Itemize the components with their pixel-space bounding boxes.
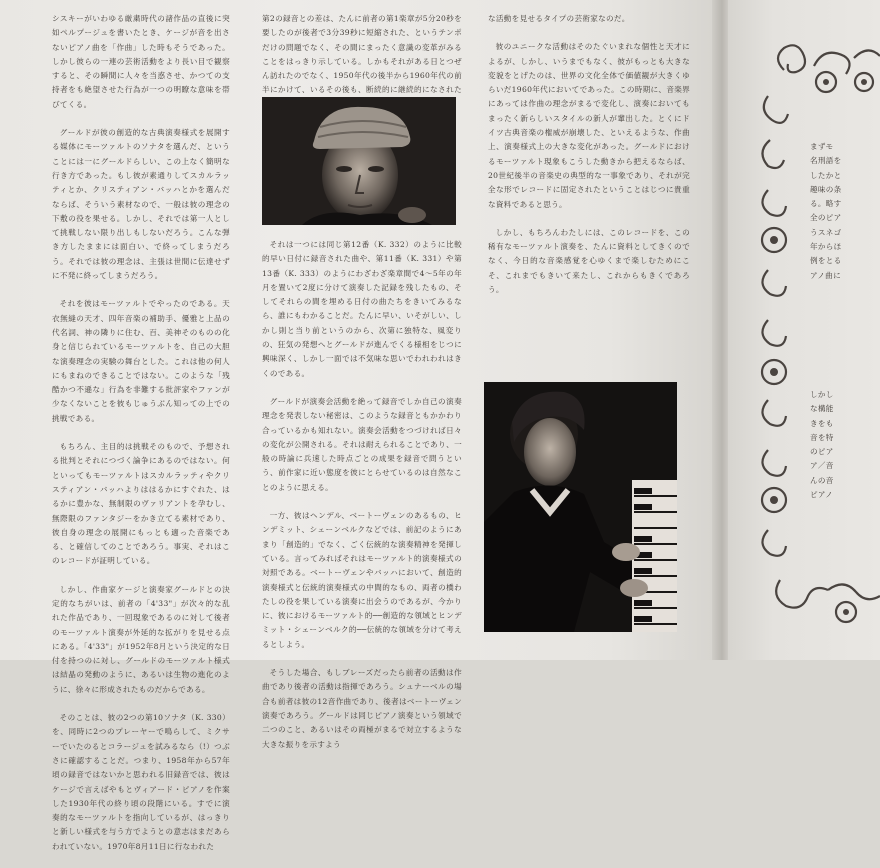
text-line: 名刑語を: [810, 156, 842, 166]
text-line: しかし: [810, 390, 834, 399]
text-line: る。略す: [810, 199, 842, 209]
paragraph: グールドが演奏会活動を絶って録音でしか自己の演奏理念を発表しない秘密は、このような録音ともかかわり合っているかも知れない。演奏会活動をつづければ日々の変化が公開される。それは耐えられることであり、一般の時論に兵速した時点ごとの成果を録音で問うという、前作家に近い態度を彼にとらせているのは自然なことのように思える。: [262, 396, 462, 492]
paragraph: それは一つには同じ第12番（K. 332）のように比較的早い日付に録音された曲や、第11番（K. 331）や第13番（K. 333）のようにわざわざ楽章間で4〜5年の年月を置いて2度に分けて演奏した記録を残したもの、そしてそれらの間を埋める日付の曲たちをきいてみるなら、誰にもわかることだ。たんに早い、いそがしい、しかし則と当り前というのから、次第に独特な、風変りの、狂気の発想へとグールドが進んでくる様相をじつに興味深く、しかし一面では不気味な思いでわれわれはきくのである。: [262, 240, 462, 378]
text-line: きをも: [810, 418, 834, 428]
text-line: のピア: [810, 447, 834, 457]
paragraph: もちろん、主目的は挑戦そのもので、予想される批判とそれにつづく論争にあるのではない。何といってもモーツァルトはスカルラッティやクリスティアン・バッハよりははるかにすぐれた、はるかに豊かな、無制限のヴァリアントを孕むし、無際限のファンタジーをかき立てる素材であり、彼自身の理念の展開にもっとも適った音楽である、と確信してのことであろう。事実、それはこのレコードが証明している。: [52, 442, 230, 566]
photo-gould-piano: [484, 382, 677, 632]
paragraph: グールドが彼の創造的な古典演奏様式を展開する媒体にモーツァルトのソナタを選んだ、ということには一にグールドらしい、この上なく簡明な行き方であった。もし彼が素通りしてスカルラッティとか、クリスティアン・バッハとかを選んだならば、そういう素材なので、一般は彼の理念の下敷の役を果せる。しかし、それでは第一人として挑戦しない限り出しもしないだろう。こんな弾き方したままには面白い、で終ってしまうだろう。それでは彼の理念は、主張は世間に伝達せずに不発に終ってしまうだろう。: [52, 128, 230, 281]
paragraph: 彼のユニークな活動はそのたぐいまれな個性と天才によるが、しかし、いうまでもなく、彼がもっとも大きな変貌をとげたのは、世界の文化全体で価値観が大きくゆらいだ1960年代においてであった。この時期に、音楽界にあっては作曲の理念がまるで変化し、演奏においてもまったく新らしいスタイルの新人が輩出した。とくにドイツ古典音楽の権威が崩壊した、といえるような、作曲上、演奏様式上の大きな変化があった。グールドにおけるモーツァルト現象もこうした動きから把えるならば、20世紀後半の音楽史の典型的な一事象であり、それが完全な形でレコードに固定されたということはじつに貴重な資料であると思う。: [488, 42, 691, 209]
right-page-text-b: [810, 388, 880, 502]
paragraph: そうした場合、もしブレーズだったら前者の活動は作曲であり後者の活動は指揮であろう。シュナーベルの場合も前者は彼の12音作曲であり、後者はベートーヴェン演奏であろう。グールドは同じピアノ演奏という領域で二つのこと、あるいはその両極がまるで対立するような大きな振りを示すよう: [262, 668, 462, 749]
text-line: したかと: [810, 170, 842, 180]
text-line: アノ曲に: [810, 270, 841, 280]
ornamental-border: [728, 0, 880, 660]
text-column-1: [52, 12, 230, 868]
text-line: 音を特: [810, 432, 834, 442]
text-line: 例をとる: [810, 256, 842, 266]
text-line: うスネゴ: [810, 227, 842, 237]
paragraph: しかし、もちろんわたしには、このレコードを、この稀有なモーツァルト演奏を、たんに資料としてきくのでなく、今日的な音楽感覚を心ゆくまで楽しむためにこそ、これまでもきいて来たし、これからもきくであろう。: [488, 227, 690, 295]
paragraph: そのことは、彼の2つの第10ソナタ（K. 330）を、同時に2つのプレーヤーで鳴らして、ミクサーでいたのるとコラージュを試みるなら（!）つぶさに確認することだ。つまり、1958年から57年頃の録音ではないかと思われる旧録音では、彼はケージで言えばやもとヴィアード・ピアノを作案した1930年代の終り頃の段階にいる。すでに演奏的なモーツァルトを指向しているが、はっきりと新しい様式を与う方でようとの意志はまだあらわれていない。1970年8月11日に行なわれた: [52, 713, 230, 851]
photo-image: [484, 382, 677, 632]
text-column-2-top: [262, 12, 462, 96]
text-line: ピアノ: [810, 490, 834, 500]
text-line: んの音: [810, 475, 834, 485]
paragraph: 一方、彼はヘンデル、ベートーヴェンのあるもの、ヒンデミット、シェーンベルクなどでは、前記のようにあまり「創造的」でなく、ごく伝統的な演奏精神を発揮している。言ってみればそれはモーツァルト的演奏様式の対照である。ベートーヴェンやバッハにおいて、創造的演奏様式と伝統的演奏様式の中間的なもの、両者の橋わたしの役を果している演奏に出会うのであるが、今かりに、彼におけるモーツァルト的──創造的な領域とヒンデミット・シェーンベルク的──伝統的な領域を分けて考えるとしよう。: [262, 511, 462, 649]
text-line: まずモ: [810, 142, 834, 151]
paragraph: な活動を見せるタイプの芸術家なのだ。: [488, 14, 630, 23]
paragraph: シスキーがいわゆる厳粛時代の諸作品の直後に突如ペルプージュを書いたとき、ケージが音を出さないピアノ曲を「作曲」した時もそうであった。しかし彼らの一連の芸術活動をより長い目で観察すると、その瞬間に人々を当惑させ、かつての支持者をも絶望させた行為が一つの明瞭な意味を帯びてくる。: [52, 14, 230, 109]
text-line: ア／音: [810, 461, 834, 471]
paragraph: それを彼はモーツァルトでやったのである。天衣無縫の天才、四年音楽の補助手、優雅と上品の代名詞、神の隣りに住む、百、美神そのものの化身と信じられているモーツァルトを、自己の大胆な演奏理念の実験の舞台とした。これは他の何人にもまねのできることではない。このような「残酷かつ不遜な」行為を非難する批評家やファンが少なくないことを彼もじゅうぶん知っての上での挑戦である。: [52, 299, 230, 423]
text-line: 年からほ: [810, 242, 842, 252]
paragraph: しかし、作曲家ケージと演奏家グールドとの決定的なちがいは、前者の「4'33"」が次々的な乱れた作品であり、一回現象であるのに対して後者のモーツァルト演奏が外延的な拡がりを見せる点にある。「4'33"」が1952年8月という決定的な日付を持つのに対し、グールドのモーツァルト様式は結晶の発動のように、あるいは生物の進化のように、徐々に形成されたものだからである。: [52, 584, 230, 694]
text-column-2-bottom: [262, 238, 462, 766]
right-page-text-a: [810, 140, 880, 283]
paragraph: 第2の録音との差は、たんに前者の第1楽章が5分20秒を要したのが後者で3分39秒に短縮された、というテンポだけの問題でなく、その間にまったく意識の変革がみることをはっきり示している。しかもそれがある日とつぜん訪れたのでなく、1950年代の後半から1960年代の前半にかけて、いるその後も、断続的に継続的になされた: [262, 14, 462, 95]
text-column-3: [488, 12, 690, 311]
photo-gould-cap: [262, 97, 456, 225]
text-line: 全のピア: [810, 213, 842, 223]
text-line: 趣味の条: [810, 184, 842, 194]
photo-image: [262, 97, 456, 225]
text-line: な構能: [810, 404, 834, 414]
right-page: [728, 0, 880, 660]
